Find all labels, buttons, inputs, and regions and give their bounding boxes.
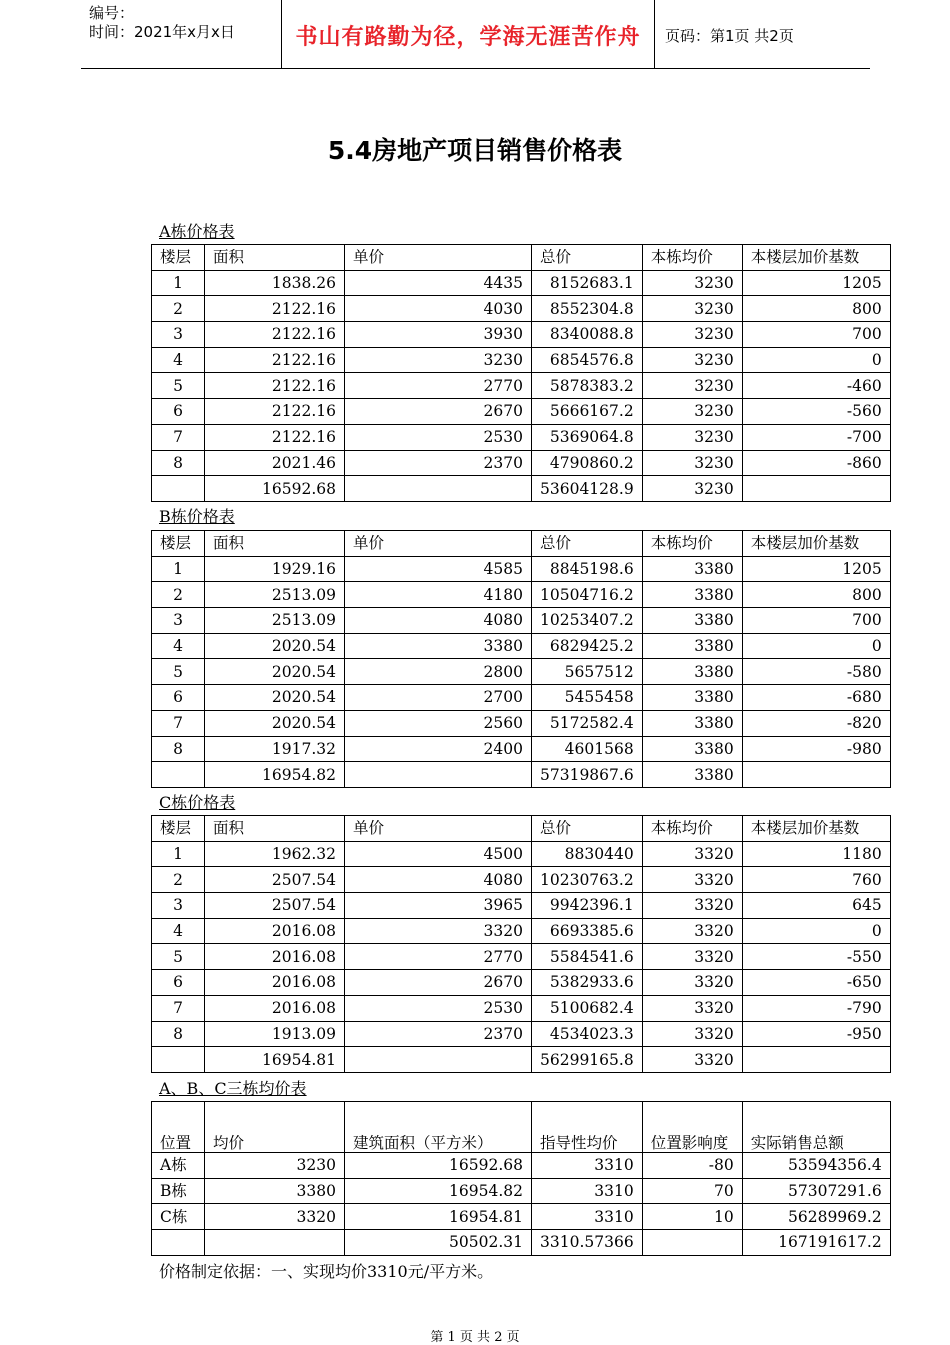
table-cell: 2016.08 xyxy=(205,944,345,970)
table-cell: 2020.54 xyxy=(205,633,345,659)
table-cell: 6 xyxy=(152,399,205,425)
table-row xyxy=(152,450,891,476)
table-cell: 单价 xyxy=(345,245,532,271)
table-cell: 3 xyxy=(152,322,205,348)
table-cell: 2530 xyxy=(345,995,532,1021)
table-cell: -550 xyxy=(742,944,890,970)
table-cell: 2507.54 xyxy=(205,867,345,893)
table-cell: 2370 xyxy=(345,450,532,476)
table-cell: 2 xyxy=(152,296,205,322)
table-cell xyxy=(152,1230,205,1256)
table-cell: 4790860.2 xyxy=(532,450,643,476)
table-cell: 6829425.2 xyxy=(532,633,643,659)
table-cell: 3230 xyxy=(205,1153,345,1179)
table-cell: 3310 xyxy=(532,1153,643,1179)
table-cell: 2 xyxy=(152,867,205,893)
summary-caption: A、B、C三栋均价表 xyxy=(159,1079,307,1098)
table-cell: -650 xyxy=(742,970,890,996)
table-cell: 2122.16 xyxy=(205,296,345,322)
table-cell: 645 xyxy=(742,893,890,919)
table-cell: 3380 xyxy=(642,685,742,711)
table-cell: 3380 xyxy=(642,762,742,788)
table-cell: 本楼层加价基数 xyxy=(742,245,890,271)
summary-total-row xyxy=(152,1230,891,1256)
table-cell: B栋 xyxy=(152,1178,205,1204)
table-row xyxy=(152,556,891,582)
table-cell: 面积 xyxy=(205,245,345,271)
table-cell: 3230 xyxy=(642,399,742,425)
table-cell: 5878383.2 xyxy=(532,373,643,399)
table-cell: 1917.32 xyxy=(205,736,345,762)
table-cell: 8340088.8 xyxy=(532,322,643,348)
table-cell: 2700 xyxy=(345,685,532,711)
table-cell: 1962.32 xyxy=(205,841,345,867)
table-row xyxy=(152,944,891,970)
table-cell: 7 xyxy=(152,424,205,450)
table-cell xyxy=(345,1047,532,1073)
table-cell: 3320 xyxy=(642,1021,742,1047)
table-header-row xyxy=(152,245,891,271)
table-cell: 16954.82 xyxy=(345,1178,532,1204)
table-cell: 3320 xyxy=(642,893,742,919)
table-cell: 2020.54 xyxy=(205,710,345,736)
table-cell: 2122.16 xyxy=(205,373,345,399)
table-cell: 总价 xyxy=(532,531,643,557)
table-cell xyxy=(345,762,532,788)
table-cell: 3380 xyxy=(642,608,742,634)
summary-row xyxy=(152,1204,891,1230)
table-cell: 3320 xyxy=(642,970,742,996)
number-label: 编号： xyxy=(89,4,135,22)
table-cell: -980 xyxy=(742,736,890,762)
table-row xyxy=(152,347,891,373)
table-cell: 5 xyxy=(152,659,205,685)
table-cell: -860 xyxy=(742,450,890,476)
table-cell xyxy=(205,1230,345,1256)
table-cell: 16954.82 xyxy=(205,762,345,788)
table-cell: 7 xyxy=(152,710,205,736)
summary-table xyxy=(151,1101,891,1256)
table-row xyxy=(152,685,891,711)
table-cell: 3310 xyxy=(532,1204,643,1230)
table-cell xyxy=(152,476,205,502)
table-cell: 8830440 xyxy=(532,841,643,867)
table-cell: 2122.16 xyxy=(205,322,345,348)
table-cell: 本楼层加价基数 xyxy=(742,816,890,842)
table-cell: 16954.81 xyxy=(345,1204,532,1230)
table-cell: 3320 xyxy=(345,918,532,944)
table-cell: 4080 xyxy=(345,867,532,893)
table-row xyxy=(152,995,891,1021)
table-row xyxy=(152,424,891,450)
table-cell: 2021.46 xyxy=(205,450,345,476)
table-cell: -950 xyxy=(742,1021,890,1047)
table-cell: -820 xyxy=(742,710,890,736)
header-divider xyxy=(654,0,655,68)
table-cell: 3 xyxy=(152,608,205,634)
table-cell: -80 xyxy=(642,1153,742,1179)
header-page-info: 页码：第1页 共2页 xyxy=(665,27,794,45)
table-cell: 3380 xyxy=(642,582,742,608)
table-cell: 8845198.6 xyxy=(532,556,643,582)
table-cell: 3230 xyxy=(642,322,742,348)
table-cell: 2020.54 xyxy=(205,659,345,685)
table-cell: 800 xyxy=(742,582,890,608)
table-cell: 2507.54 xyxy=(205,893,345,919)
table-cell: 1929.16 xyxy=(205,556,345,582)
table-cell: 5455458 xyxy=(532,685,643,711)
table-cell: 8 xyxy=(152,1021,205,1047)
table-cell: 8 xyxy=(152,450,205,476)
table-cell: 2122.16 xyxy=(205,347,345,373)
table-row xyxy=(152,918,891,944)
price-table-c xyxy=(151,815,891,1073)
table-row xyxy=(152,399,891,425)
table-row xyxy=(152,970,891,996)
table-cell: 3380 xyxy=(642,659,742,685)
table-cell: -680 xyxy=(742,685,890,711)
table-cell: 2020.54 xyxy=(205,685,345,711)
table-cell: 167191617.2 xyxy=(742,1230,890,1256)
table-cell: 1 xyxy=(152,841,205,867)
table-cell: 总价 xyxy=(532,245,643,271)
table-cell xyxy=(152,762,205,788)
table-cell: 3230 xyxy=(642,270,742,296)
table-cell: 5 xyxy=(152,944,205,970)
table-cell: 4 xyxy=(152,918,205,944)
table-cell: -580 xyxy=(742,659,890,685)
table-cell: 实际销售总额 xyxy=(742,1102,890,1153)
table-cell: 2513.09 xyxy=(205,608,345,634)
table-cell xyxy=(742,1047,890,1073)
table-cell: C栋 xyxy=(152,1204,205,1230)
table-cell: 本栋均价 xyxy=(642,245,742,271)
price-table-a xyxy=(151,244,891,502)
table-cell: 8552304.8 xyxy=(532,296,643,322)
table-total-row xyxy=(152,1047,891,1073)
table-cell: 16954.81 xyxy=(205,1047,345,1073)
table-cell: 4 xyxy=(152,347,205,373)
table-cell xyxy=(152,1047,205,1073)
table-row xyxy=(152,659,891,685)
table-cell: 5100682.4 xyxy=(532,995,643,1021)
table-cell: 0 xyxy=(742,918,890,944)
table-cell: 3230 xyxy=(642,424,742,450)
table-cell: 3380 xyxy=(205,1178,345,1204)
table-cell: 2122.16 xyxy=(205,424,345,450)
table-cell: 1205 xyxy=(742,556,890,582)
table-cell: -700 xyxy=(742,424,890,450)
table-row xyxy=(152,373,891,399)
table-cell: 楼层 xyxy=(152,245,205,271)
table-cell: 5657512 xyxy=(532,659,643,685)
table-cell: 1 xyxy=(152,556,205,582)
table-cell: 1913.09 xyxy=(205,1021,345,1047)
table-cell: 56289969.2 xyxy=(742,1204,890,1230)
table-cell: 4030 xyxy=(345,296,532,322)
table-cell: 指导性均价 xyxy=(532,1102,643,1153)
table-cell: 5369064.8 xyxy=(532,424,643,450)
table-row xyxy=(152,608,891,634)
table-cell: 53594356.4 xyxy=(742,1153,890,1179)
table-cell: 10230763.2 xyxy=(532,867,643,893)
table-cell: 位置影响度 xyxy=(642,1102,742,1153)
table-cell: 5584541.6 xyxy=(532,944,643,970)
table-total-row xyxy=(152,476,891,502)
table-cell: 6 xyxy=(152,970,205,996)
table-header-row xyxy=(152,531,891,557)
table-cell: 总价 xyxy=(532,816,643,842)
table-cell: 3930 xyxy=(345,322,532,348)
table-cell: 面积 xyxy=(205,531,345,557)
table-cell: 3230 xyxy=(642,476,742,502)
table-cell: 10253407.2 xyxy=(532,608,643,634)
table-cell: 4534023.3 xyxy=(532,1021,643,1047)
table-cell: 单价 xyxy=(345,816,532,842)
table-cell: 56299165.8 xyxy=(532,1047,643,1073)
table-cell: 3320 xyxy=(642,867,742,893)
table-row xyxy=(152,296,891,322)
table-cell: 3320 xyxy=(642,944,742,970)
table-cell: 2513.09 xyxy=(205,582,345,608)
table-caption-c: C栋价格表 xyxy=(159,793,236,812)
header-motto: 书山有路勤为径，学海无涯苦作舟 xyxy=(295,25,641,50)
table-cell: 6693385.6 xyxy=(532,918,643,944)
table-row xyxy=(152,633,891,659)
table-cell: 2800 xyxy=(345,659,532,685)
table-cell: 1 xyxy=(152,270,205,296)
table-cell: 本栋均价 xyxy=(642,531,742,557)
table-row xyxy=(152,736,891,762)
table-cell: 2770 xyxy=(345,944,532,970)
table-cell xyxy=(642,1230,742,1256)
price-table-b xyxy=(151,530,891,788)
table-cell: 5382933.6 xyxy=(532,970,643,996)
table-cell: 位置 xyxy=(152,1102,205,1153)
table-cell: 5 xyxy=(152,373,205,399)
table-cell: 3310.57366 xyxy=(532,1230,643,1256)
table-cell: 16592.68 xyxy=(205,476,345,502)
document-title: 5.4房地产项目销售价格表 xyxy=(327,136,623,165)
table-cell: 3965 xyxy=(345,893,532,919)
table-cell: 0 xyxy=(742,347,890,373)
table-cell: A栋 xyxy=(152,1153,205,1179)
table-cell: 1205 xyxy=(742,270,890,296)
table-cell: 2016.08 xyxy=(205,970,345,996)
table-cell: 1838.26 xyxy=(205,270,345,296)
table-cell xyxy=(742,762,890,788)
table-cell: 6854576.8 xyxy=(532,347,643,373)
table-cell: 2016.08 xyxy=(205,995,345,1021)
table-cell: 2530 xyxy=(345,424,532,450)
table-cell: -790 xyxy=(742,995,890,1021)
table-total-row xyxy=(152,762,891,788)
table-cell: -460 xyxy=(742,373,890,399)
table-cell: 16592.68 xyxy=(345,1153,532,1179)
table-cell: 3380 xyxy=(642,710,742,736)
table-cell: 2122.16 xyxy=(205,399,345,425)
table-cell: 5172582.4 xyxy=(532,710,643,736)
page-header xyxy=(81,0,870,69)
time-label: 时间：2021年x月x日 xyxy=(89,23,235,41)
table-cell: 3230 xyxy=(642,450,742,476)
table-cell: 4435 xyxy=(345,270,532,296)
table-row xyxy=(152,867,891,893)
table-cell: 4500 xyxy=(345,841,532,867)
table-cell: 0 xyxy=(742,633,890,659)
table-cell: 5666167.2 xyxy=(532,399,643,425)
table-cell: 700 xyxy=(742,322,890,348)
table-cell xyxy=(742,476,890,502)
table-cell: 3320 xyxy=(642,1047,742,1073)
table-cell: -560 xyxy=(742,399,890,425)
table-cell: 700 xyxy=(742,608,890,634)
table-cell: 57307291.6 xyxy=(742,1178,890,1204)
table-cell: 3230 xyxy=(642,347,742,373)
table-cell: 3380 xyxy=(642,556,742,582)
table-cell: 楼层 xyxy=(152,816,205,842)
table-cell: 2370 xyxy=(345,1021,532,1047)
table-cell: 3230 xyxy=(642,296,742,322)
table-cell: 57319867.6 xyxy=(532,762,643,788)
table-caption-b: B栋价格表 xyxy=(159,507,235,526)
table-row xyxy=(152,841,891,867)
table-cell: 8 xyxy=(152,736,205,762)
table-cell: 4601568 xyxy=(532,736,643,762)
table-cell: 2400 xyxy=(345,736,532,762)
table-cell: 3230 xyxy=(642,373,742,399)
table-cell: 3320 xyxy=(205,1204,345,1230)
table-cell: 3320 xyxy=(642,995,742,1021)
table-cell: 760 xyxy=(742,867,890,893)
table-cell: 70 xyxy=(642,1178,742,1204)
table-row xyxy=(152,322,891,348)
table-cell: 2770 xyxy=(345,373,532,399)
table-cell: 3 xyxy=(152,893,205,919)
table-cell: 本栋均价 xyxy=(642,816,742,842)
table-cell: 建筑面积（平方米） xyxy=(345,1102,532,1153)
table-cell: 7 xyxy=(152,995,205,1021)
table-cell: 800 xyxy=(742,296,890,322)
table-cell: 10 xyxy=(642,1204,742,1230)
header-meta xyxy=(89,4,235,42)
table-cell: 6 xyxy=(152,685,205,711)
table-caption-a: A栋价格表 xyxy=(159,222,235,241)
table-cell: 4585 xyxy=(345,556,532,582)
table-cell: 3310 xyxy=(532,1178,643,1204)
table-cell: 4180 xyxy=(345,582,532,608)
table-row xyxy=(152,582,891,608)
table-row xyxy=(152,1021,891,1047)
table-cell: 本楼层加价基数 xyxy=(742,531,890,557)
table-cell: 2670 xyxy=(345,970,532,996)
table-cell: 9942396.1 xyxy=(532,893,643,919)
table-cell: 1180 xyxy=(742,841,890,867)
table-cell: 10504716.2 xyxy=(532,582,643,608)
pricing-basis-text: 价格制定依据：一、实现均价3310元/平方米。 xyxy=(159,1262,494,1281)
table-cell: 8152683.1 xyxy=(532,270,643,296)
table-cell: 2670 xyxy=(345,399,532,425)
table-cell: 3320 xyxy=(642,918,742,944)
table-cell: 50502.31 xyxy=(345,1230,532,1256)
table-cell: 面积 xyxy=(205,816,345,842)
summary-row xyxy=(152,1153,891,1179)
table-cell xyxy=(345,476,532,502)
summary-row xyxy=(152,1178,891,1204)
summary-header-row xyxy=(152,1102,891,1153)
table-cell: 53604128.9 xyxy=(532,476,643,502)
table-cell: 3380 xyxy=(345,633,532,659)
table-cell: 3320 xyxy=(642,841,742,867)
table-cell: 2016.08 xyxy=(205,918,345,944)
table-cell: 4080 xyxy=(345,608,532,634)
table-cell: 单价 xyxy=(345,531,532,557)
table-cell: 2560 xyxy=(345,710,532,736)
page-footer: 第 1 页 共 2 页 xyxy=(430,1330,520,1345)
table-row xyxy=(152,710,891,736)
table-cell: 楼层 xyxy=(152,531,205,557)
table-row xyxy=(152,893,891,919)
table-cell: 3380 xyxy=(642,633,742,659)
table-cell: 4 xyxy=(152,633,205,659)
table-row xyxy=(152,270,891,296)
table-header-row xyxy=(152,816,891,842)
table-cell: 2 xyxy=(152,582,205,608)
table-cell: 均价 xyxy=(205,1102,345,1153)
table-cell: 3230 xyxy=(345,347,532,373)
table-cell: 3380 xyxy=(642,736,742,762)
